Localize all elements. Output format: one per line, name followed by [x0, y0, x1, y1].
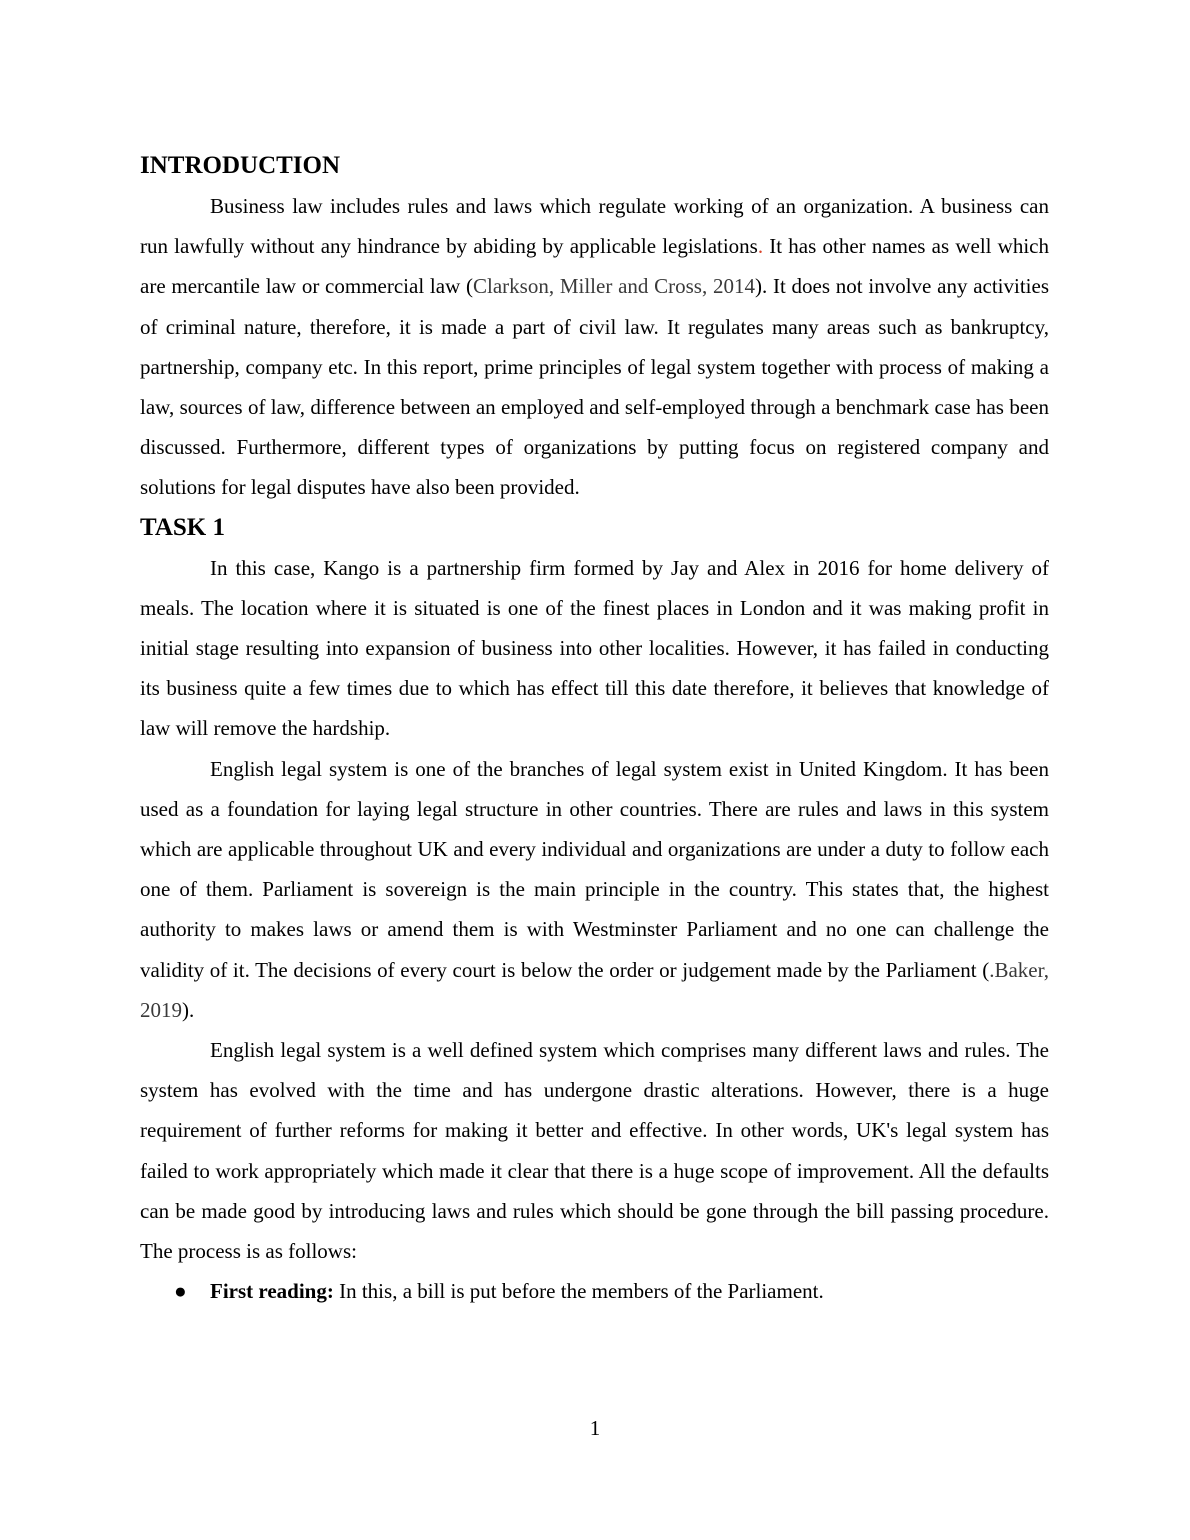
- task1-paragraph-3: English legal system is a well defined system which comprises many different laws and rules. The system has evolved with the time and has undergone drastic alterations. However, there is a huge requirement of further reforms for making it better and effective. In other words, UK's legal system has failed to work appropriately which made it clear that there is a huge scope of improvement. All the defaults can be made good by introducing laws and rules which should be gone through the bill passing procedure. The process is as follows:: [140, 1038, 1049, 1264]
- task1-p2-text-a: English legal system is one of the branches of legal system exist in United Kingdom. It has been used as a foundation for laying legal structure in other countries. There are rules and laws in this system which are applicable throughout UK and every individual and organizations are under a duty to follow each one of them. Parliament is sovereign is the main principle in the country. This states that, the highest authority to makes laws or amend them is with Westminster Parliament and no one can challenge the validity of it. The decisions of every court is below the order or judgement made by the Parliament (: [140, 756, 1049, 982]
- bullet-icon: ●: [174, 1279, 187, 1304]
- list-item: [140, 1271, 1049, 1311]
- task1-heading: TASK 1: [140, 513, 225, 541]
- process-bullet-list: [140, 1271, 1049, 1311]
- task1-paragraph-2: [140, 749, 1049, 1030]
- task1-p2-text-b: ).: [182, 997, 195, 1022]
- intro-text-b: It has other names as well which are mercantile law or commercial law (: [140, 234, 1049, 299]
- citation-baker: .Baker, 2019: [140, 957, 1049, 1022]
- introduction-heading: INTRODUCTION: [140, 152, 341, 179]
- page-number: 1: [589, 1416, 601, 1440]
- bullet-text: In this, a bill is put before the members of the Parliament.: [333, 1279, 824, 1304]
- bullet-term: First reading:: [210, 1279, 334, 1304]
- task1-paragraph-1: In this case, Kango is a partnership firm formed by Jay and Alex in 2016 for home delivery of meals. The location where it is situated is one of the finest places in London and it was making profit in initial stage resulting into expansion of business into other localities. However, it has failed in conducting its business quite a few times due to which has effect till this date therefore, it believes that knowledge of law will remove the hardship.: [140, 555, 1049, 741]
- page-content: [140, 146, 1049, 1311]
- introduction-paragraph: [140, 186, 1049, 508]
- intro-red-period: .: [757, 234, 764, 259]
- intro-text-c: ). It does not involve any activities of criminal nature, therefore, it is made a part of civil law. It regulates many areas such as bankruptcy, partnership, company etc. In this report, prime principles of legal system together with process of making a law, sources of law, difference between an employed and self-employed through a benchmark case has been discussed. Furthermore, different types of organizations by putting focus on registered company and solutions for legal disputes have also been provided.: [140, 274, 1049, 500]
- intro-text-a: Business law includes rules and laws which regulate working of an organization. A business can run lawfully without any hindrance by abiding by applicable legislations: [140, 194, 1049, 259]
- citation-clarkson: Clarkson, Miller and Cross, 2014: [473, 274, 755, 299]
